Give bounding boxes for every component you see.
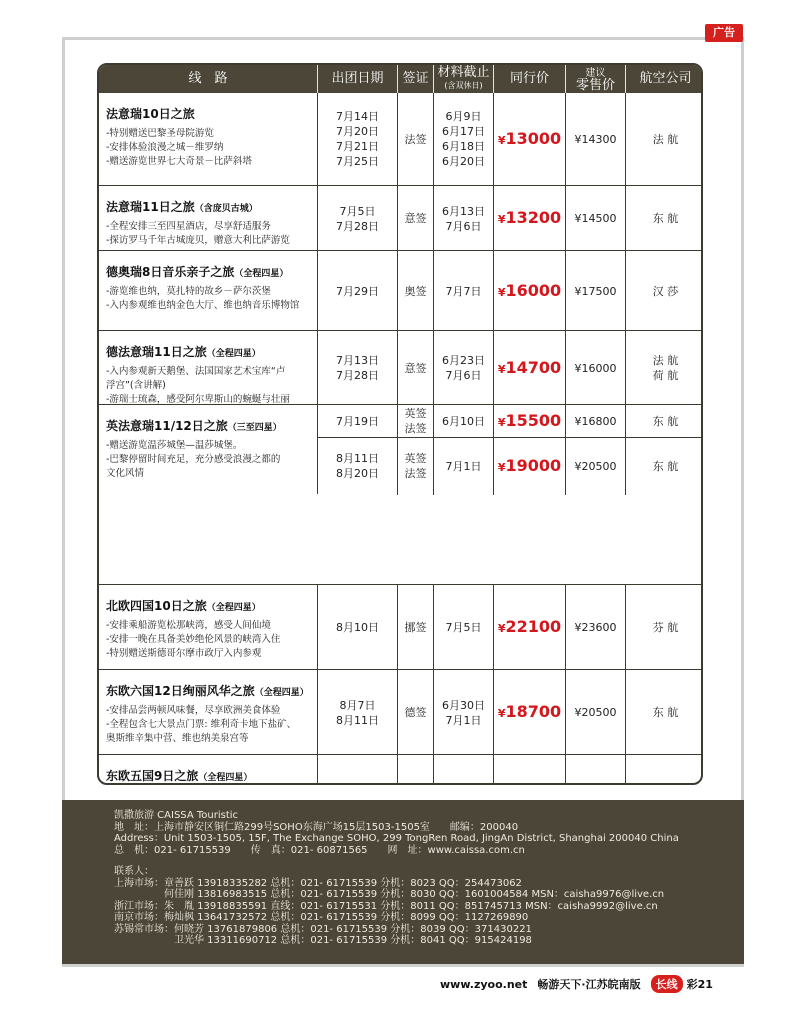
cell-dates — [318, 331, 398, 405]
bottom-bar — [440, 975, 713, 993]
currency-symbol: ¥ — [497, 707, 506, 720]
header-deadline — [434, 65, 494, 93]
visa-item: 奥签 — [404, 284, 427, 298]
route-highlight: -特别赠送巴黎圣母院游览 — [106, 128, 214, 139]
deadline-item: 6月9日 — [445, 110, 482, 123]
cell-retail — [566, 93, 626, 185]
route-highlight: 文化风情 — [106, 468, 145, 479]
price-value — [497, 280, 562, 300]
cell-dates — [318, 585, 398, 670]
cell-retail — [566, 186, 626, 251]
route-highlight: -入内参观新天鹅堡、法国国家艺术宝库“卢 — [106, 366, 286, 377]
retail-price: ¥23600 — [574, 621, 617, 634]
cell-visa — [398, 755, 434, 785]
column-name: 畅游天下·江苏皖南版 — [537, 978, 641, 991]
visa-item: 德签 — [404, 706, 427, 719]
contact-line: 卫光华 13311690712 总机：021- 61715539 分机：8041 QQ：915424198 — [114, 935, 532, 946]
contact-footer — [62, 800, 744, 964]
route-highlight: -探访罗马千年古城庞贝，赠意大利比萨游览 — [106, 235, 290, 246]
retail-price: ¥16800 — [574, 414, 617, 428]
deadline-item: 7月1日 — [445, 459, 482, 473]
cell-price — [494, 186, 566, 251]
deadline-item: 6月30日 — [442, 698, 485, 712]
retail-price: ¥20500 — [574, 459, 617, 473]
cell-retail — [566, 670, 626, 755]
route-title — [106, 417, 311, 434]
site-url[interactable]: www.zyoo.net — [440, 977, 528, 991]
route-info — [99, 331, 318, 404]
retail-price: ¥14500 — [574, 212, 617, 225]
price-value — [497, 128, 562, 148]
header-visa: 签证 — [398, 65, 434, 93]
cell-dates — [318, 251, 398, 331]
cell-deadline — [434, 437, 494, 495]
visa-item: 挪签 — [404, 621, 427, 634]
frame-bottom — [62, 964, 744, 967]
cell-price — [494, 331, 566, 405]
page-number: 彩21 — [686, 978, 713, 991]
route-highlight: -全程安排三至四星酒店，尽享舒适服务 — [106, 221, 271, 232]
company-info-line: 总 机：021- 61715539 传 真：021- 60871565 网 址：www.caissa.com.cn — [114, 844, 525, 856]
route-highlight: -游览维也纳，莫扎特的故乡－萨尔茨堡 — [106, 286, 271, 297]
cell-deadline — [434, 670, 494, 755]
airline-item: 东 航 — [652, 414, 679, 428]
table-row — [99, 584, 703, 669]
dates-item: 7月29日 — [336, 284, 379, 298]
table-row — [99, 93, 703, 185]
route-title — [106, 597, 311, 614]
contact-line: 南京市场：梅灿枫 13641732572 总机：021- 61715539 分机：8099 QQ：1127269890 — [114, 912, 529, 923]
route-name: 法意瑞10日之旅 — [106, 107, 195, 121]
cell-deadline — [434, 93, 494, 185]
route-name: 法意瑞11日之旅 — [106, 200, 195, 214]
route-name: 东欧五国9日之旅 — [106, 769, 199, 783]
ad-tag: 广告 — [705, 24, 743, 42]
dates-item: 7月28日 — [336, 219, 379, 233]
route-info — [99, 251, 318, 330]
route-highlight: -安排体验浪漫之城－维罗纳 — [106, 142, 224, 153]
route-tag: （全程四星） — [234, 269, 289, 279]
header-retail-1: 建议 — [585, 67, 606, 79]
route-info — [99, 186, 318, 250]
route-info — [99, 585, 318, 669]
route-highlight: -全程包含七大景点门票: 维利奇卡地下盐矿、 — [106, 719, 297, 730]
retail-price: ¥16000 — [574, 361, 617, 375]
price-amount: 18700 — [505, 702, 562, 721]
cell-retail — [566, 585, 626, 670]
route-highlight: -巴黎停留时间充足，充分感受浪漫之都的 — [106, 454, 281, 465]
cell-airline — [626, 186, 703, 251]
cell-dates — [318, 755, 398, 785]
table-header — [99, 65, 703, 93]
dates-item: 7月20日 — [336, 125, 379, 138]
route-highlight: -赠送游览世界七大奇景－比萨斜塔 — [106, 156, 252, 167]
retail-price: ¥17500 — [574, 284, 617, 298]
cell-airline — [626, 93, 703, 185]
price-amount: 13000 — [505, 128, 562, 148]
airline-item: 芬 航 — [652, 621, 679, 634]
route-highlight: 浮宫”(含讲解) — [106, 380, 166, 391]
cell-visa — [398, 186, 434, 251]
price-amount: 22100 — [505, 617, 562, 636]
cell-price — [494, 755, 566, 785]
currency-symbol: ¥ — [497, 133, 506, 147]
route-title — [106, 263, 311, 280]
cell-visa — [398, 251, 434, 331]
airline-item: 法 航 — [652, 132, 679, 146]
route-title — [106, 105, 311, 122]
route-title — [106, 343, 311, 360]
dates-item: 8月20日 — [336, 467, 379, 480]
cell-retail — [566, 405, 626, 437]
route-info — [99, 405, 318, 494]
route-highlight: 奥斯维辛集中营、维也纳美泉宫等 — [106, 733, 249, 744]
currency-symbol: ¥ — [497, 362, 506, 376]
route-tag: （全程四星） — [206, 349, 261, 359]
dates-item: 7月19日 — [336, 414, 379, 428]
cell-price — [494, 251, 566, 331]
header-deadline-label: 材料截止 — [437, 64, 490, 80]
deadline-item: 7月7日 — [445, 284, 482, 298]
cell-visa — [398, 331, 434, 405]
dates-item: 8月7日 — [339, 698, 376, 712]
airline-item: 汉 莎 — [652, 284, 679, 298]
route-title — [106, 682, 311, 699]
route-info — [99, 670, 318, 754]
cell-visa — [398, 585, 434, 670]
cell-price — [494, 93, 566, 185]
price-value — [497, 357, 562, 377]
cell-deadline — [434, 755, 494, 785]
contact-line: 何佳刚 13816983515 总机：021- 61715539 分机：8030 QQ：1601004584 MSN：caisha9976@live.cn — [114, 889, 665, 900]
frame-top — [62, 37, 744, 40]
header-retail-2: 零售价 — [575, 77, 615, 93]
cell-deadline — [434, 331, 494, 405]
contact-line: 浙江市场：朱 胤 13918835591 直线：021- 61715531 分机：8011 QQ：851745713 MSN：caisha9992@live.cn — [114, 900, 658, 912]
company-info-line: 地 址：上海市静安区铜仁路299号SOHO东海广场15层1503-1505室 邮编：200040 — [114, 821, 519, 833]
airline-item: 法 航 — [652, 354, 679, 367]
contact-line: 苏锡常市场：何晓芳 13761879806 总机：021- 61715539 分机：8039 QQ：371430221 — [114, 923, 532, 935]
header-price: 同行价 — [494, 65, 566, 93]
currency-symbol: ¥ — [497, 285, 506, 299]
dates-item: 7月14日 — [336, 110, 379, 123]
currency-symbol: ¥ — [497, 213, 506, 226]
currency-symbol: ¥ — [497, 622, 506, 635]
route-highlight: -入内参观维也纳金色大厅、维也纳音乐博物馆 — [106, 300, 300, 311]
route-title — [106, 198, 311, 215]
table-row — [99, 754, 703, 785]
route-tag: （全程四星） — [198, 773, 253, 783]
visa-item: 意签 — [404, 361, 427, 375]
cell-price — [494, 585, 566, 670]
table-row — [99, 669, 703, 754]
deadline-item: 7月6日 — [445, 369, 482, 382]
cell-visa — [398, 93, 434, 185]
dates-item: 7月5日 — [339, 204, 376, 218]
deadline-item: 6月23日 — [442, 354, 485, 367]
cell-retail — [566, 755, 626, 785]
cell-price — [494, 437, 566, 495]
table-row — [99, 185, 703, 250]
route-tag: （含庞贝古城） — [194, 204, 258, 214]
dates-item: 7月13日 — [336, 354, 379, 367]
cell-dates — [318, 437, 398, 495]
header-route: 线 路 — [99, 65, 318, 93]
cell-dates — [318, 670, 398, 755]
deadline-item: 6月17日 — [442, 125, 485, 138]
cell-airline — [626, 405, 703, 437]
deadline-item: 6月20日 — [442, 155, 485, 168]
dates-item: 8月10日 — [336, 621, 379, 634]
route-highlight: -安排品尝两顿风味餐，尽享欧洲美食体验 — [106, 705, 281, 716]
route-highlight: -安排一晚在具备美妙绝伦风景的峡湾入住 — [106, 634, 281, 645]
cell-retail — [566, 437, 626, 495]
deadline-item: 7月6日 — [445, 219, 482, 233]
route-info — [99, 93, 318, 185]
currency-symbol: ¥ — [497, 415, 506, 429]
cell-visa — [398, 670, 434, 755]
company-info-line: 凯撒旅游 CAISSA Touristic — [114, 810, 239, 821]
dates-item: 8月11日 — [336, 452, 379, 465]
section-badge: 长线 — [651, 975, 683, 993]
airline-item: 东 航 — [652, 212, 679, 225]
contact-line: 上海市场：章善跃 13918335282 总机：021- 61715539 分机：8023 QQ：254473062 — [114, 877, 522, 889]
cell-deadline — [434, 405, 494, 437]
visa-item: 法签 — [404, 132, 427, 146]
route-highlight: -游瑞士琉森，感受阿尔卑斯山的蜿蜒与壮丽 — [106, 394, 290, 405]
dates-item: 7月28日 — [336, 369, 379, 382]
dates-item: 7月25日 — [336, 155, 379, 168]
cell-airline — [626, 251, 703, 331]
header-retail — [566, 65, 626, 93]
contact-list — [114, 866, 744, 947]
cell-airline — [626, 437, 703, 495]
header-date: 出团日期 — [318, 65, 398, 93]
route-tag: （三至四星） — [227, 423, 282, 433]
airline-item: 东 航 — [652, 706, 679, 719]
visa-item: 法签 — [404, 467, 427, 480]
price-value — [497, 455, 562, 475]
company-info — [114, 810, 744, 856]
header-airline: 航空公司 — [639, 71, 692, 86]
price-value — [498, 210, 561, 227]
retail-price: ¥20500 — [574, 706, 617, 719]
cell-retail — [566, 331, 626, 405]
cell-dates — [318, 93, 398, 185]
route-info — [99, 755, 318, 785]
dates-item: 8月11日 — [336, 713, 379, 727]
price-value — [497, 410, 562, 430]
currency-symbol: ¥ — [497, 460, 506, 474]
visa-item: 法签 — [404, 422, 427, 435]
route-name: 英法意瑞11/12日之旅 — [106, 419, 228, 433]
table-row — [99, 404, 703, 494]
price-amount: 13200 — [505, 208, 562, 227]
deadline-item: 6月13日 — [442, 204, 485, 218]
cell-deadline — [434, 251, 494, 331]
airline-item: 荷 航 — [652, 369, 679, 382]
route-tag: （全程四星） — [254, 688, 309, 698]
price-amount: 19000 — [505, 455, 562, 475]
price-amount: 14700 — [505, 357, 562, 377]
visa-item: 英签 — [404, 452, 427, 465]
route-highlight: -赠送游览温莎城堡—温莎城堡。 — [106, 440, 243, 451]
deadline-item: 7月5日 — [445, 621, 482, 634]
cell-price — [494, 405, 566, 437]
route-name: 北欧四国10日之旅 — [106, 599, 207, 613]
dates-item: 7月21日 — [336, 140, 379, 153]
cell-price — [494, 670, 566, 755]
table-row — [99, 250, 703, 330]
deadline-item: 7月1日 — [445, 713, 482, 727]
cell-dates — [318, 186, 398, 251]
price-value — [498, 704, 561, 721]
cell-airline — [626, 755, 703, 785]
route-highlight: -特别赠送斯德哥尔摩市政厅入内参观 — [106, 648, 262, 659]
airline-item: 东 航 — [652, 459, 679, 473]
visa-item: 意签 — [404, 212, 427, 225]
route-title — [106, 767, 311, 784]
cell-deadline — [434, 585, 494, 670]
tour-table — [97, 63, 703, 785]
table-row — [99, 330, 703, 404]
cell-dates — [318, 405, 398, 437]
deadline-item: 6月18日 — [442, 140, 485, 153]
visa-item: 英签 — [404, 407, 427, 420]
cell-airline — [626, 331, 703, 405]
route-name: 东欧六国12日绚丽风华之旅 — [106, 684, 255, 698]
cell-visa — [398, 437, 434, 495]
contact-line: 联系人： — [114, 866, 154, 877]
route-highlight: -安排乘船游览松那峡湾，感受人间仙境 — [106, 620, 271, 631]
deadline-item: 6月10日 — [442, 414, 485, 428]
cell-retail — [566, 251, 626, 331]
header-deadline-note: (含双休日) — [444, 80, 483, 90]
route-tag: （全程四星） — [206, 603, 261, 613]
cell-deadline — [434, 186, 494, 251]
cell-visa — [398, 405, 434, 437]
price-amount: 15500 — [505, 410, 562, 430]
cell-airline — [626, 585, 703, 670]
company-info-line: Address：Unit 1503-1505, 15F, The Exchange SOHO, 299 TongRen Road, JingAn District, Shanghai 200040 China — [114, 833, 679, 844]
route-name: 德奥瑞8日音乐亲子之旅 — [106, 265, 235, 279]
route-name: 德法意瑞11日之旅 — [106, 345, 207, 359]
price-value — [498, 619, 561, 636]
price-amount: 16000 — [505, 280, 562, 300]
cell-airline — [626, 670, 703, 755]
retail-price: ¥14300 — [574, 132, 617, 146]
